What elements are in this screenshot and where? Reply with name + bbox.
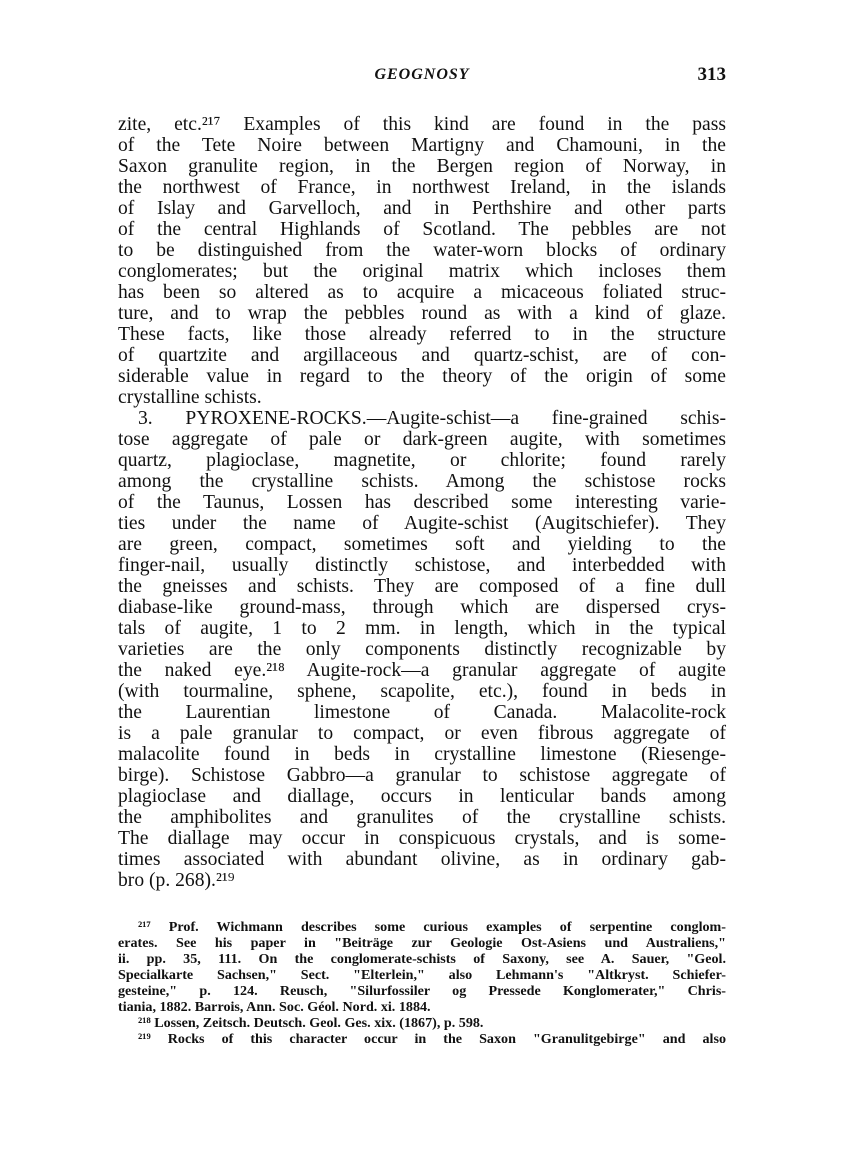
- running-title: GEOGNOSY: [374, 66, 470, 83]
- footnote-line: ii. pp. 35, 111. On the conglomerate-schists of Saxony, see A. Sauer, "Geol.: [118, 951, 726, 967]
- footnote-line: Specialkarte Sachsen," Sect. "Elterlein," also Lehmann's "Altkryst. Schiefer-: [118, 967, 726, 983]
- text-line: is a pale granular to compact, or even fibrous aggregate of: [118, 723, 726, 744]
- text-line: are green, compact, sometimes soft and yielding to the: [118, 534, 726, 555]
- text-line: ture, and to wrap the pebbles round as with a kind of glaze.: [118, 303, 726, 324]
- footnote-line: ²¹⁸ Lossen, Zeitsch. Deutsch. Geol. Ges. xix. (1867), p. 598.: [138, 1015, 484, 1031]
- text-line: of the Taunus, Lossen has described some interesting varie-: [118, 492, 726, 513]
- text-line: siderable value in regard to the theory of the origin of some: [118, 366, 726, 387]
- text-line: malacolite found in beds in crystalline limestone (Riesenge-: [118, 744, 726, 765]
- text-line: diabase-like ground-mass, through which are dispersed crys-: [118, 597, 726, 618]
- text-line: has been so altered as to acquire a micaceous foliated struc-: [118, 282, 726, 303]
- text-line: tals of augite, 1 to 2 mm. in length, which in the typical: [118, 618, 726, 639]
- footnote-line: gesteine," p. 124. Reusch, "Silurfossiler og Pressede Konglomerater," Chris-: [118, 983, 726, 999]
- footnote-line: ²¹⁷ Prof. Wichmann describes some curious examples of serpentine conglom-: [138, 919, 726, 935]
- text-line: plagioclase and diallage, occurs in lenticular bands among: [118, 786, 726, 807]
- text-line: among the crystalline schists. Among the schistose rocks: [118, 471, 726, 492]
- text-line: of the central Highlands of Scotland. The pebbles are not: [118, 219, 726, 240]
- page-header: [118, 66, 726, 92]
- text-line: zite, etc.²¹⁷ Examples of this kind are found in the pass: [118, 114, 726, 135]
- text-line: of the Tete Noire between Martigny and Chamouni, in the: [118, 135, 726, 156]
- text-line: finger-nail, usually distinctly schistose, and interbedded with: [118, 555, 726, 576]
- text-line: the naked eye.²¹⁸ Augite-rock—a granular aggregate of augite: [118, 660, 726, 681]
- text-line: quartz, plagioclase, magnetite, or chlorite; found rarely: [118, 450, 726, 471]
- text-line: varieties are the only components distinctly recognizable by: [118, 639, 726, 660]
- text-line: bro (p. 268).²¹⁹: [118, 870, 235, 891]
- page-number: 313: [697, 64, 726, 85]
- text-line: the gneisses and schists. They are composed of a fine dull: [118, 576, 726, 597]
- text-line: of Islay and Garvelloch, and in Perthshire and other parts: [118, 198, 726, 219]
- text-line: of quartzite and argillaceous and quartz-schist, are of con-: [118, 345, 726, 366]
- text-line: times associated with abundant olivine, as in ordinary gab-: [118, 849, 726, 870]
- footnotes: [118, 919, 726, 1047]
- footnote-line: tiania, 1882. Barrois, Ann. Soc. Géol. Nord. xi. 1884.: [118, 999, 431, 1015]
- text-line: the Laurentian limestone of Canada. Malacolite-rock: [118, 702, 726, 723]
- text-line: birge). Schistose Gabbro—a granular to schistose aggregate of: [118, 765, 726, 786]
- text-line: the amphibolites and granulites of the crystalline schists.: [118, 807, 726, 828]
- text-line: The diallage may occur in conspicuous crystals, and is some-: [118, 828, 726, 849]
- footnote-line: erates. See his paper in "Beiträge zur Geologie Ost-Asiens und Australiens,": [118, 935, 726, 951]
- text-line: (with tourmaline, sphene, scapolite, etc.), found in beds in: [118, 681, 726, 702]
- text-line: conglomerates; but the original matrix which incloses them: [118, 261, 726, 282]
- text-line: crystalline schists.: [118, 387, 262, 408]
- section-heading-line: 3. PYROXENE-ROCKS.—Augite-schist—a fine-grained schis-: [138, 408, 726, 429]
- text-line: tose aggregate of pale or dark-green augite, with sometimes: [118, 429, 726, 450]
- text-line: ties under the name of Augite-schist (Augitschiefer). They: [118, 513, 726, 534]
- text-line: to be distinguished from the water-worn blocks of ordinary: [118, 240, 726, 261]
- main-text: [118, 114, 726, 891]
- text-line: These facts, like those already referred to in the structure: [118, 324, 726, 345]
- text-line: the northwest of France, in northwest Ireland, in the islands: [118, 177, 726, 198]
- text-line: Saxon granulite region, in the Bergen region of Norway, in: [118, 156, 726, 177]
- footnote-line: ²¹⁹ Rocks of this character occur in the Saxon "Granulitgebirge" and also: [138, 1031, 726, 1047]
